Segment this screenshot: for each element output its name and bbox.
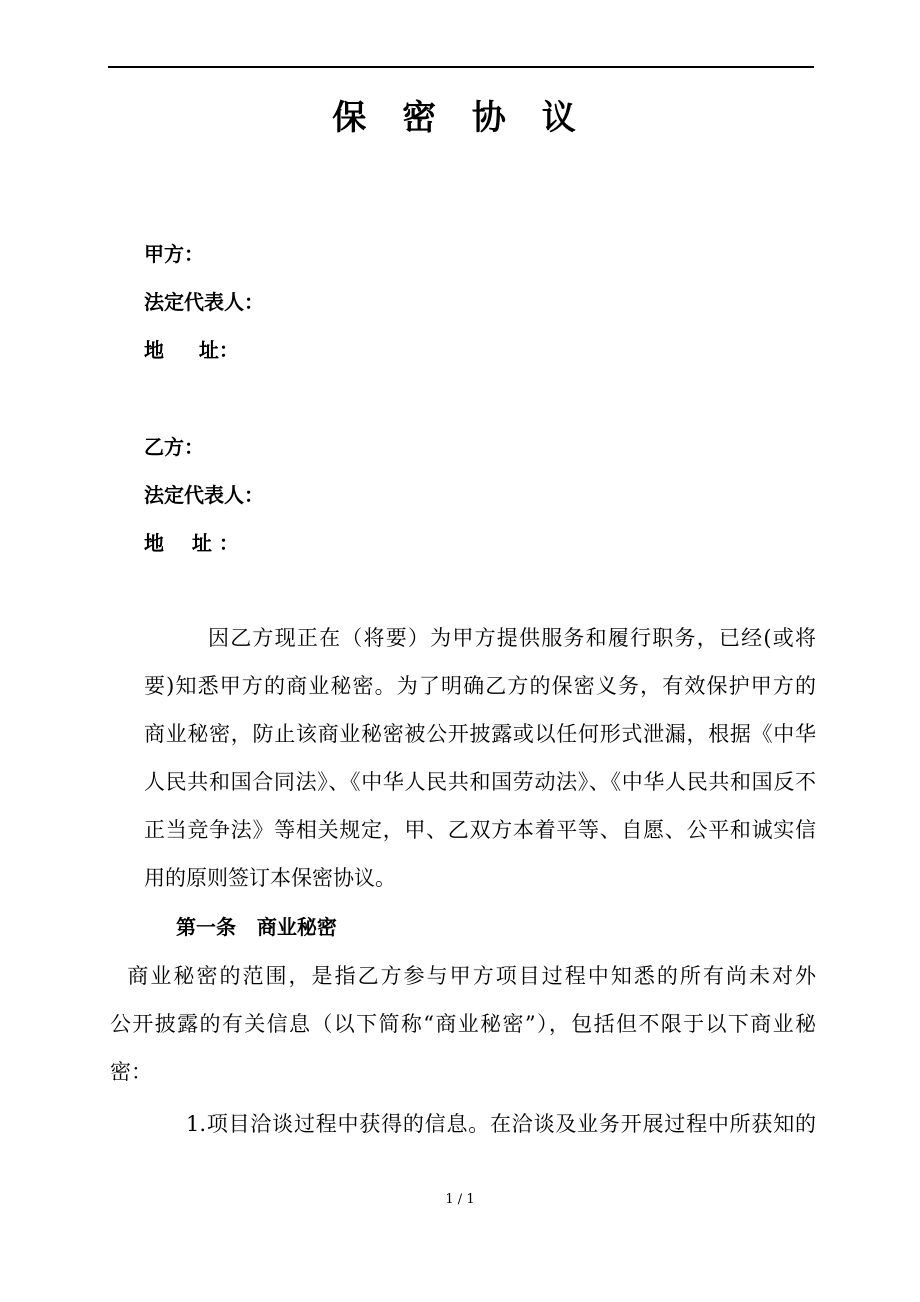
scope-line: 公开披露的有关信息（以下简称“商业秘密”），包括但不限于以下商业秘 — [110, 1012, 816, 1036]
party-a-name-label: 甲方： — [144, 242, 204, 266]
preamble-paragraph — [144, 614, 816, 902]
article-1-heading: 第一条 商业秘密 — [176, 915, 337, 939]
party-a-address-label: 地 址： — [144, 338, 239, 362]
preamble-line: 用的原则签订本保密协议。 — [144, 866, 396, 890]
document-title: 保 密 协 议 — [332, 98, 588, 138]
party-b-name-label: 乙方： — [144, 435, 204, 459]
party-b-representative-label: 法定代表人： — [144, 483, 264, 507]
article-1-item-1: 1.项目洽谈过程中获得的信息。在洽谈及业务开展过程中所获知的 — [186, 1112, 816, 1136]
scope-line: 密： — [110, 1060, 152, 1084]
scope-line: 商业秘密的范围，是指乙方参与甲方项目过程中知悉的所有尚未对外 — [110, 964, 816, 988]
preamble-line: 因乙方现正在（将要）为甲方提供服务和履行职务，已经(或将 — [208, 626, 816, 650]
page-number: 1 / 1 — [445, 1192, 475, 1207]
header-rule — [108, 66, 814, 68]
article-1-scope-paragraph — [110, 952, 816, 1096]
preamble-line: 商业秘密，防止该商业秘密被公开披露或以任何形式泄漏，根据《中华 — [144, 722, 816, 746]
preamble-line: 人民共和国合同法》、《中华人民共和国劳动法》、《中华人民共和国反不 — [144, 770, 816, 794]
party-b-address-label: 地 址 ： — [144, 531, 239, 555]
party-a-representative-label: 法定代表人： — [144, 290, 264, 314]
preamble-line: 要)知悉甲方的商业秘密。为了明确乙方的保密义务，有效保护甲方的 — [144, 674, 816, 698]
preamble-line: 正当竞争法》等相关规定，甲、乙双方本着平等、自愿、公平和诚实信 — [144, 818, 816, 842]
